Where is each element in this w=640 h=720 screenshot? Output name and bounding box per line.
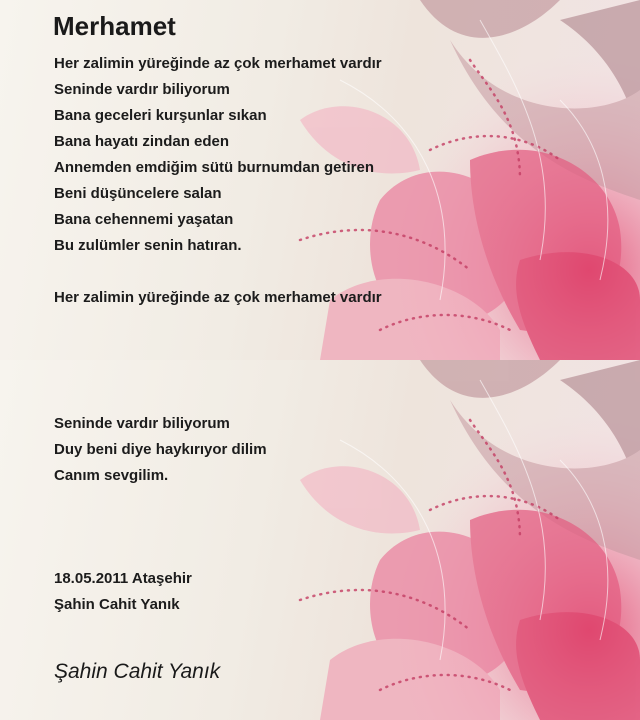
poem-line: Bu zulümler senin hatıran. <box>54 237 242 254</box>
poem-author: Şahin Cahit Yanık <box>54 596 180 613</box>
poem-line: Seninde vardır biliyorum <box>54 81 230 98</box>
poem-line: Annemden emdiğim sütü burnumdan getiren <box>54 159 375 176</box>
poem-line: Her zalimin yüreğinde az çok merhamet vardır <box>54 289 382 306</box>
poem-line: Duy beni diye haykırıyor dilim <box>54 441 267 458</box>
poem-line: Bana geceleri kurşunlar sıkan <box>54 107 267 124</box>
poem-line: Bana cehennemi yaşatan <box>54 211 234 228</box>
poem-title: Merhamet <box>53 11 176 41</box>
poem-line: Her zalimin yüreğinde az çok merhamet vardır <box>54 55 382 72</box>
poem-line: Seninde vardır biliyorum <box>54 415 230 432</box>
poem-line: Beni düşüncelere salan <box>54 185 222 202</box>
poem-line: Bana hayatı zindan eden <box>54 133 230 150</box>
author-signature: Şahin Cahit Yanık <box>54 660 221 683</box>
poem-date-place: 18.05.2011 Ataşehir <box>54 570 192 587</box>
poem-line: Canım sevgilim. <box>54 467 169 484</box>
